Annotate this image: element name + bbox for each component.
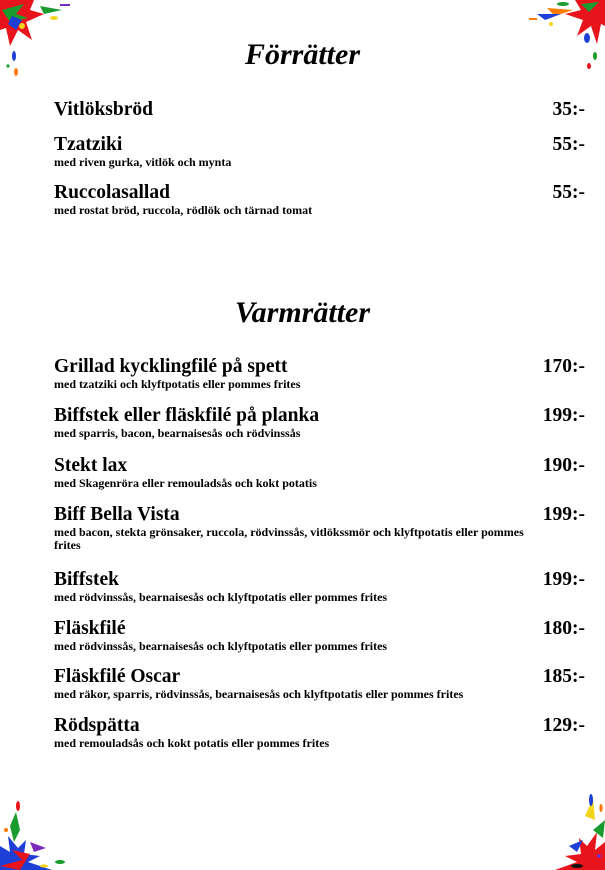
dish-price: 55:- xyxy=(552,182,585,203)
dish-name: Rödspätta xyxy=(54,715,140,736)
dish-name: Stekt lax xyxy=(54,455,128,476)
dish-price: 170:- xyxy=(542,356,585,377)
menu-item xyxy=(54,182,585,217)
menu-item xyxy=(54,455,585,490)
dish-description: med räkor, sparris, rödvinssås, bearnaisesås och klyftpotatis eller pommes frites xyxy=(54,687,464,701)
dish-name: Ruccolasallad xyxy=(54,182,170,203)
menu-item xyxy=(54,569,585,604)
dish-name: Fläskfilé Oscar xyxy=(54,666,181,687)
dish-description: med riven gurka, vitlök och mynta xyxy=(54,155,232,169)
dish-price: 55:- xyxy=(552,134,585,155)
dish-description: med Skagenröra eller remouladsås och kokt potatis xyxy=(54,476,317,490)
menu-item xyxy=(54,99,585,121)
dish-name: Vitlöksbröd xyxy=(54,99,153,120)
dish-description: med rödvinssås, bearnaisesås och klyftpotatis eller pommes frites xyxy=(54,590,388,604)
dish-name: Fläskfilé xyxy=(54,618,126,639)
dish-description: med bacon, stekta grönsaker, ruccola, rödvinssås, vitlökssmör och klyftpotatis eller pommes frites xyxy=(54,525,524,552)
menu-item xyxy=(54,715,585,750)
paint-splash-bottom-left xyxy=(0,790,80,870)
menu-item xyxy=(54,134,585,169)
dish-description: med remouladsås och kokt potatis eller pommes frites xyxy=(54,736,330,750)
dish-price: 199:- xyxy=(542,405,585,426)
dish-price: 199:- xyxy=(542,569,585,590)
dish-price: 185:- xyxy=(542,666,585,687)
dish-name: Biff Bella Vista xyxy=(54,504,180,525)
dish-description: med tzatziki och klyftpotatis eller pommes frites xyxy=(54,377,301,391)
dish-price: 129:- xyxy=(542,715,585,736)
section-title-varmratter: Varmrätter xyxy=(234,296,371,329)
dish-description: med sparris, bacon, bearnaisesås och rödvinssås xyxy=(54,426,301,440)
dish-price: 35:- xyxy=(552,99,585,120)
dish-price: 199:- xyxy=(542,504,585,525)
dish-description: med rödvinssås, bearnaisesås och klyftpotatis eller pommes frites xyxy=(54,639,388,653)
menu-item xyxy=(54,504,585,552)
dish-name: Biffstek eller fläskfilé på planka xyxy=(54,405,320,426)
menu-item xyxy=(54,618,585,653)
paint-splash-bottom-right xyxy=(525,790,605,870)
dish-description: med rostat bröd, ruccola, rödlök och tärnad tomat xyxy=(54,203,313,217)
dish-price: 190:- xyxy=(542,455,585,476)
dish-name: Biffstek xyxy=(54,569,119,590)
dish-price: 180:- xyxy=(542,618,585,639)
menu-item xyxy=(54,356,585,391)
dish-name: Grillad kycklingfilé på spett xyxy=(54,356,288,377)
section-title-forratter: Förrätter xyxy=(244,38,361,71)
menu-item xyxy=(54,405,585,440)
menu-item xyxy=(54,666,585,701)
dish-name: Tzatziki xyxy=(54,134,123,155)
